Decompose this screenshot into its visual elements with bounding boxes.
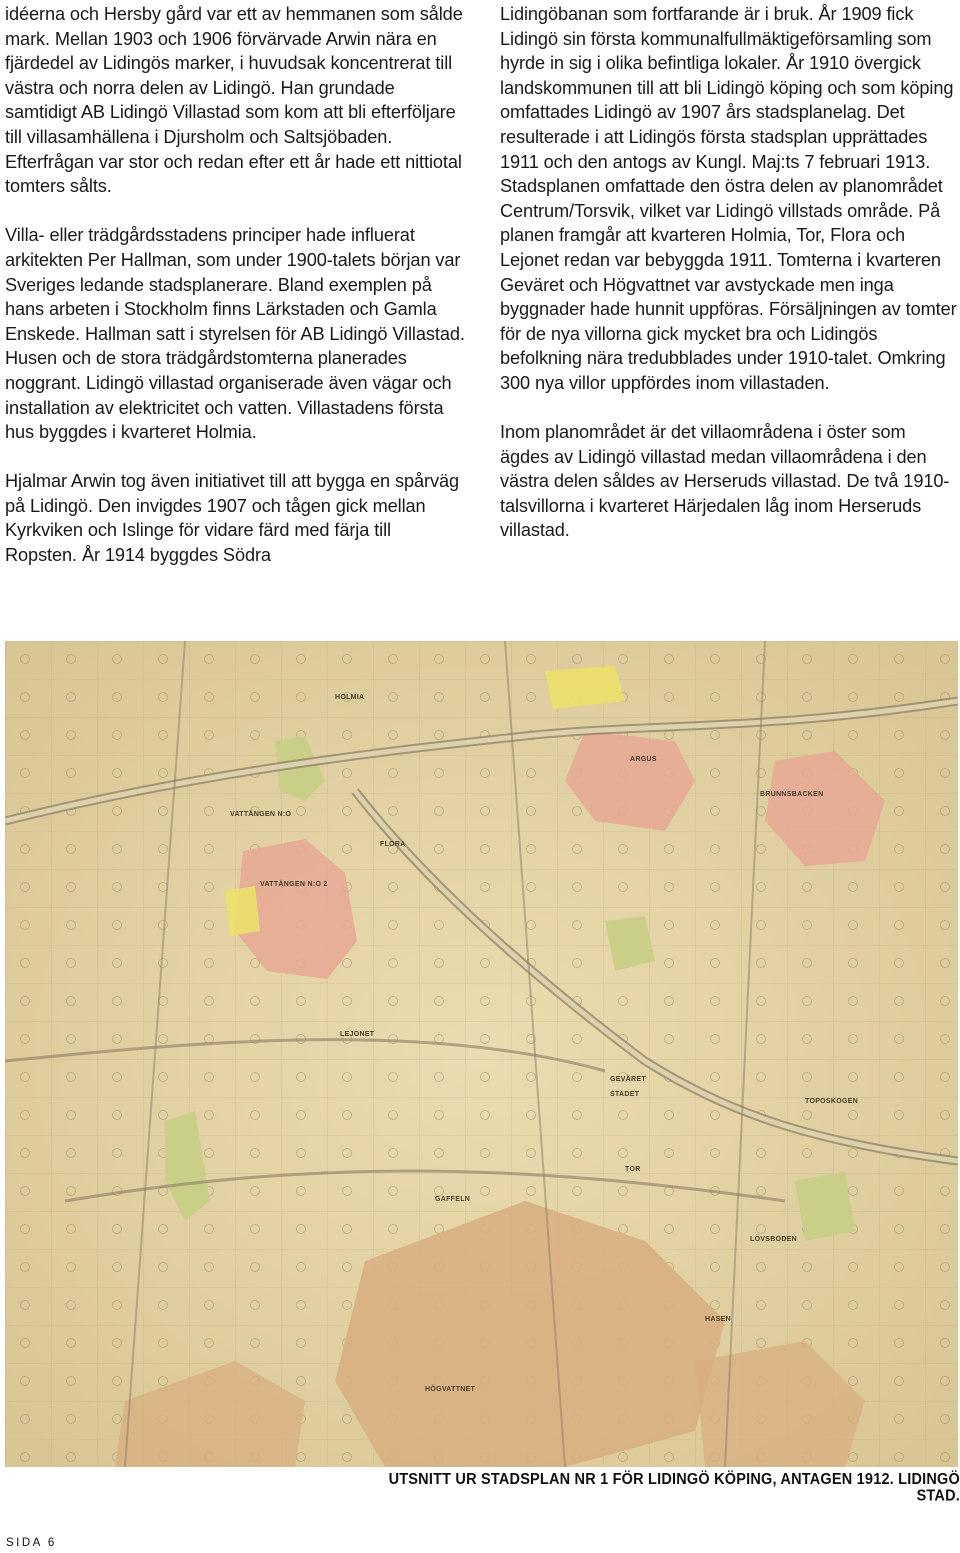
map-label: VATTÄNGEN N:O 2 — [260, 881, 328, 888]
map-label: LEJONET — [340, 1031, 375, 1038]
paragraph: Inom planområdet är det villaområdena i öster som ägdes av Lidingö villastad medan villaområdena i den västra delen såldes av Herseruds villastad. De två 1910-talsvillorna i kvarteret Härjedalen låg inom Herseruds villastad. — [500, 422, 950, 541]
map-label: HÖGVATTNET — [425, 1386, 476, 1393]
paragraph: Hjalmar Arwin tog även initiativet till att bygga en spårväg på Lidingö. Den invigdes 1907 och tågen gick mellan Kyrkviken och Islinge för vidare färd med färja till Ropsten. År 1914 byggdes Södra — [5, 471, 459, 566]
map-label: TOPOSKOGEN — [805, 1098, 859, 1105]
map-label: VATTÄNGEN N:O — [230, 811, 292, 818]
historic-plan-map — [5, 641, 958, 1467]
map-label: ARGUS — [630, 756, 657, 763]
paragraph: Villa- eller trädgårdsstadens principer hade influerat arkitekten Per Hallman, som under 1900-talets början var Sveriges ledande stadsplanerare. Bland exemplen på hans arbeten i Stockholm finns Lärkstaden och Gamla Enskede. Hallman satt i styrelsen för AB Lidingö Villastad. Husen och de stora trädgårdstomterna planerades noggrant. Lidingö villastad organiserade även vägar och installation av elektricitet och vatten. Villastadens första hus byggdes i kvarteret Holmia. — [5, 225, 465, 443]
map-caption: UTSNITT UR STADSPLAN NR 1 FÖR LIDINGÖ KÖPING, ANTAGEN 1912. LIDINGÖ STAD. — [388, 1471, 960, 1505]
map-label: STADET — [610, 1091, 640, 1098]
map-label: HOLMIA — [335, 694, 365, 701]
paragraph: idéerna och Hersby gård var ett av hemmanen som sålde mark. Mellan 1903 och 1906 förvärvade Arwin nära en fjärdedel av Lidingös marker, i huvudsak koncentrerat till västra och norra delen av Lidingö. Han grundade samtidigt AB Lidingö Villastad som kom att bli efterföljare till villasamhällena i Djursholm och Saltsjöbaden. Efterfrågan var stor och redan efter ett år hade ett nittiotal tomters sålts. — [5, 4, 463, 197]
map-label: LÖVSBODEN — [750, 1236, 798, 1243]
paragraph: Lidingöbanan som fortfarande är i bruk. År 1909 fick Lidingö sin första kommunalfullmäktigeförsamling som hyrde in sig i olika befintliga lokaler. År 1910 övergick landskommunen till att bli Lidingö köping och som köping omfattades Lidingö av 1907 års stadsplanelag. Det resulterade i att Lidingös första stadsplan upprättades 1911 och den antogs av Kungl. Maj:ts 7 februari 1913. Stadsplanen omfattade den östra delen av planområdet Centrum/Torsvik, vilket var Lidingö villstads område. På planen framgår att kvarteren Holmia, Tor, Flora och Lejonet redan var bebyggda 1911. Tomterna i kvarteren Geväret och Högvattnet var avstyckade men inga byggnader hade hunnit uppföras. Försäljningen av tomter för de nya villorna gick mycket bra och Lidingös befolkning nära tredubblades under 1910-talet. Omkring 300 nya villor uppfördes inom villastaden. — [500, 4, 957, 393]
map-label: BRUNNSBACKEN — [760, 791, 824, 798]
right-text-column — [500, 2, 958, 543]
map-label: GAFFELN — [435, 1196, 471, 1203]
map-label: GEVÄRET — [610, 1076, 646, 1083]
left-text-column — [5, 2, 467, 568]
map-label: TOR — [625, 1166, 641, 1173]
page-number: SIDA 6 — [6, 1537, 57, 1549]
map-label: FLORA — [380, 841, 406, 848]
map-illustration — [5, 641, 958, 1467]
yellow-area — [225, 886, 260, 936]
map-label: HASEN — [705, 1316, 732, 1323]
green-area — [795, 1171, 855, 1241]
